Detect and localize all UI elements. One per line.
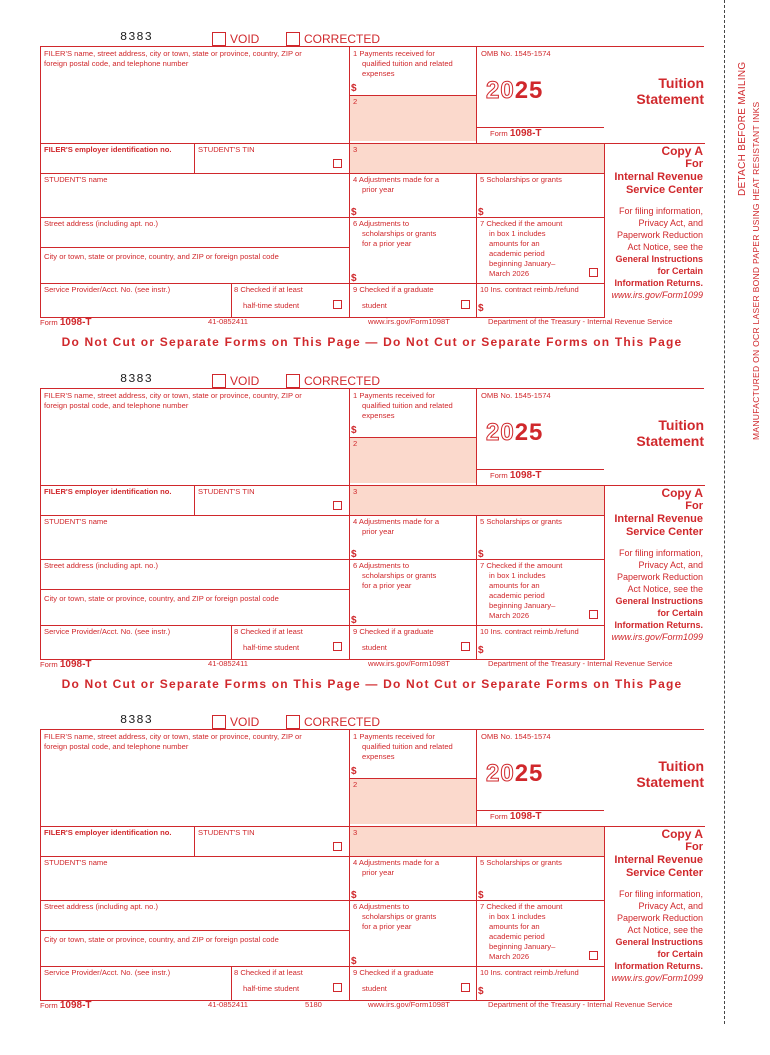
copy-a-heading: Copy A For Internal Revenue Service Center xyxy=(614,144,703,196)
box2-label: 2 xyxy=(353,439,358,448)
footer-url: www.irs.gov/Form1098T xyxy=(368,659,450,668)
form-grid xyxy=(40,46,704,317)
box3-tint xyxy=(349,826,604,856)
void-label: VOID xyxy=(230,374,260,388)
box8-checkbox[interactable] xyxy=(333,983,342,992)
box1-label: 1 Payments received for xyxy=(353,732,435,741)
box7-label-2: in box 1 includes xyxy=(489,229,546,238)
box3-label: 3 xyxy=(353,828,358,837)
copy-a-heading: Copy A For Internal Revenue Service Center xyxy=(614,827,703,879)
box7-checkbox[interactable] xyxy=(589,268,598,277)
box1-label: 1 Payments received for xyxy=(353,49,435,58)
box10-dollar: $ xyxy=(478,303,484,314)
box8-label-2: half-time student xyxy=(243,984,300,993)
box4-dollar: $ xyxy=(351,207,357,218)
box7-label: 7 Checked if the amount xyxy=(480,219,563,228)
form-grid xyxy=(40,729,704,1000)
year-suffix: 25 xyxy=(514,77,544,104)
form-label: Form 1098-T xyxy=(490,470,542,481)
box1-dollar: $ xyxy=(351,766,357,777)
box8-checkbox[interactable] xyxy=(333,642,342,651)
form-1098t-copy-1 xyxy=(0,30,770,372)
footer-extra-code: 5180 xyxy=(305,1000,322,1009)
omb-number: OMB No. 1545-1574 xyxy=(481,391,551,400)
box6-dollar: $ xyxy=(351,615,357,626)
footer-code: 41-0852411 xyxy=(208,317,248,326)
void-checkbox[interactable] xyxy=(212,715,226,729)
form-code: 8383 xyxy=(120,30,153,44)
form-title: Tuition Statement xyxy=(636,758,704,790)
box7-checkbox[interactable] xyxy=(589,951,598,960)
box7-label-5: beginning January– xyxy=(489,601,556,610)
box2-tint xyxy=(349,95,476,141)
student-name-label: STUDENT'S name xyxy=(44,517,108,526)
box1-label-2: qualified tuition and related xyxy=(362,59,453,68)
box8-label-2: half-time student xyxy=(243,643,300,652)
year-prefix: 20 xyxy=(486,77,515,104)
filer-ein-label: FILER'S employer identification no. xyxy=(44,828,172,837)
box6-label-2: scholarships or grants xyxy=(362,912,437,921)
box8-label: 8 Checked if at least xyxy=(234,968,303,977)
box-checkbox-tin[interactable] xyxy=(333,501,342,510)
box6-label-3: for a prior year xyxy=(362,922,412,931)
footer-form-label: Form 1098-T xyxy=(40,317,92,328)
box6-label: 6 Adjustments to xyxy=(353,561,410,570)
form-code: 8383 xyxy=(120,372,153,386)
filing-information: For filing information, Privacy Act, and Paperwork Reduction Act Notice, see the General Instructions for Certain Information Returns. www.irs.gov/Form1099 xyxy=(611,889,703,983)
footer-dept: Department of the Treasury - Internal Revenue Service xyxy=(488,659,673,668)
city-label: City or town, state or province, country, and ZIP or foreign postal code xyxy=(44,594,279,603)
student-tin-label: STUDENT'S TIN xyxy=(198,145,255,154)
box1-label-3: expenses xyxy=(362,752,395,761)
filer-ein-label: FILER'S employer identification no. xyxy=(44,145,172,154)
box9-checkbox[interactable] xyxy=(461,300,470,309)
box4-dollar: $ xyxy=(351,549,357,560)
box7-label-4: academic period xyxy=(489,249,545,258)
box5-dollar: $ xyxy=(478,549,484,560)
filer-name-label-2: foreign postal code, and telephone number xyxy=(44,742,189,751)
street-label: Street address (including apt. no.) xyxy=(44,902,158,911)
tax-year xyxy=(486,760,543,788)
box-checkbox-tin[interactable] xyxy=(333,842,342,851)
detach-notice: DETACH BEFORE MAILING xyxy=(737,61,748,196)
footer-form-label: Form 1098-T xyxy=(40,1000,92,1011)
box6-label: 6 Adjustments to xyxy=(353,902,410,911)
box10-dollar: $ xyxy=(478,645,484,656)
manufactured-notice: MANUFACTURED ON OCR LASER BOND PAPER USING HEAT RESISTANT INKS xyxy=(751,101,761,440)
box4-label: 4 Adjustments made for a xyxy=(353,858,440,867)
form-1098t-copy-3 xyxy=(0,713,770,1055)
box3-label: 3 xyxy=(353,145,358,154)
do-not-cut-notice: Do Not Cut or Separate Forms on This Page — Do Not Cut or Separate Forms on This Page xyxy=(61,335,683,349)
corrected-label: CORRECTED xyxy=(304,32,381,46)
street-label: Street address (including apt. no.) xyxy=(44,561,158,570)
box9-label: 9 Checked if a graduate xyxy=(353,968,434,977)
box9-label: 9 Checked if a graduate xyxy=(353,627,434,636)
box7-label-6: March 2026 xyxy=(489,611,530,620)
box7-label-3: amounts for an xyxy=(489,581,540,590)
do-not-cut-notice: Do Not Cut or Separate Forms on This Page — Do Not Cut or Separate Forms on This Page xyxy=(61,677,683,691)
void-checkbox[interactable] xyxy=(212,374,226,388)
box3-tint xyxy=(349,143,604,173)
form-code: 8383 xyxy=(120,713,153,727)
box5-dollar: $ xyxy=(478,207,484,218)
omb-number: OMB No. 1545-1574 xyxy=(481,49,551,58)
city-label: City or town, state or province, country, and ZIP or foreign postal code xyxy=(44,252,279,261)
box8-checkbox[interactable] xyxy=(333,300,342,309)
footer-form-label: Form 1098-T xyxy=(40,659,92,670)
box6-label-3: for a prior year xyxy=(362,581,412,590)
box2-label: 2 xyxy=(353,780,358,789)
footer-url: www.irs.gov/Form1098T xyxy=(368,317,450,326)
filer-ein-label: FILER'S employer identification no. xyxy=(44,487,172,496)
student-name-label: STUDENT'S name xyxy=(44,858,108,867)
box4-label-2: prior year xyxy=(362,868,395,877)
box3-label: 3 xyxy=(353,487,358,496)
filer-name-label: FILER'S name, street address, city or town, state or province, country, ZIP or xyxy=(44,49,302,58)
corrected-checkbox[interactable] xyxy=(286,374,300,388)
box9-checkbox[interactable] xyxy=(461,642,470,651)
box7-label-6: March 2026 xyxy=(489,952,530,961)
box6-label-3: for a prior year xyxy=(362,239,412,248)
box1-label: 1 Payments received for xyxy=(353,391,435,400)
form-1098t-copy-2 xyxy=(0,372,770,714)
box1-label-2: qualified tuition and related xyxy=(362,401,453,410)
box4-label: 4 Adjustments made for a xyxy=(353,517,440,526)
service-provider-label: Service Provider/Acct. No. (see instr.) xyxy=(44,627,171,636)
box1-label-3: expenses xyxy=(362,411,395,420)
footer-url: www.irs.gov/Form1098T xyxy=(368,1000,450,1009)
student-tin-label: STUDENT'S TIN xyxy=(198,828,255,837)
box1-label-3: expenses xyxy=(362,69,395,78)
box7-label-5: beginning January– xyxy=(489,942,556,951)
footer-dept: Department of the Treasury - Internal Revenue Service xyxy=(488,1000,673,1009)
box1-dollar: $ xyxy=(351,83,357,94)
filing-information: For filing information, Privacy Act, and Paperwork Reduction Act Notice, see the General Instructions for Certain Information Returns. www.irs.gov/Form1099 xyxy=(611,206,703,300)
box9-label: 9 Checked if a graduate xyxy=(353,285,434,294)
box10-label: 10 Ins. contract reimb./refund xyxy=(480,627,579,636)
filing-information: For filing information, Privacy Act, and Paperwork Reduction Act Notice, see the General Instructions for Certain Information Returns. www.irs.gov/Form1099 xyxy=(611,548,703,642)
box2-label: 2 xyxy=(353,97,358,106)
box7-label-2: in box 1 includes xyxy=(489,912,546,921)
box5-dollar: $ xyxy=(478,890,484,901)
footer-code: 41-0852411 xyxy=(208,1000,248,1009)
void-checkbox[interactable] xyxy=(212,32,226,46)
box7-label-5: beginning January– xyxy=(489,259,556,268)
footer-dept: Department of the Treasury - Internal Revenue Service xyxy=(488,317,673,326)
box7-label-2: in box 1 includes xyxy=(489,571,546,580)
box1-dollar: $ xyxy=(351,425,357,436)
box7-label: 7 Checked if the amount xyxy=(480,902,563,911)
city-label: City or town, state or province, country, and ZIP or foreign postal code xyxy=(44,935,279,944)
filer-name-label-2: foreign postal code, and telephone number xyxy=(44,401,189,410)
box4-label-2: prior year xyxy=(362,527,395,536)
box6-label-2: scholarships or grants xyxy=(362,571,437,580)
form-grid xyxy=(40,388,704,659)
omb-number: OMB No. 1545-1574 xyxy=(481,732,551,741)
filer-name-label: FILER'S name, street address, city or town, state or province, country, ZIP or xyxy=(44,732,302,741)
box7-label-3: amounts for an xyxy=(489,922,540,931)
box3-tint xyxy=(349,485,604,515)
box8-label: 8 Checked if at least xyxy=(234,627,303,636)
box6-label-2: scholarships or grants xyxy=(362,229,437,238)
box4-label: 4 Adjustments made for a xyxy=(353,175,440,184)
tax-year xyxy=(486,77,543,105)
box9-checkbox[interactable] xyxy=(461,983,470,992)
service-provider-label: Service Provider/Acct. No. (see instr.) xyxy=(44,285,171,294)
service-provider-label: Service Provider/Acct. No. (see instr.) xyxy=(44,968,171,977)
box8-label: 8 Checked if at least xyxy=(234,285,303,294)
footer-code: 41-0852411 xyxy=(208,659,248,668)
year-prefix: 20 xyxy=(486,419,515,446)
year-prefix: 20 xyxy=(486,760,515,787)
corrected-label: CORRECTED xyxy=(304,715,381,729)
box10-label: 10 Ins. contract reimb./refund xyxy=(480,285,579,294)
box7-label-3: amounts for an xyxy=(489,239,540,248)
void-label: VOID xyxy=(230,32,260,46)
box8-label-2: half-time student xyxy=(243,301,300,310)
void-label: VOID xyxy=(230,715,260,729)
student-name-label: STUDENT'S name xyxy=(44,175,108,184)
perforation-line xyxy=(724,0,725,1024)
corrected-checkbox[interactable] xyxy=(286,32,300,46)
box5-label: 5 Scholarships or grants xyxy=(480,858,562,867)
form-title: Tuition Statement xyxy=(636,417,704,449)
form-label: Form 1098-T xyxy=(490,128,542,139)
box4-label-2: prior year xyxy=(362,185,395,194)
filer-name-label-2: foreign postal code, and telephone number xyxy=(44,59,189,68)
box4-dollar: $ xyxy=(351,890,357,901)
box6-dollar: $ xyxy=(351,273,357,284)
box6-label: 6 Adjustments to xyxy=(353,219,410,228)
box7-label-4: academic period xyxy=(489,932,545,941)
student-tin-label: STUDENT'S TIN xyxy=(198,487,255,496)
box7-checkbox[interactable] xyxy=(589,610,598,619)
box9-label-2: student xyxy=(362,301,387,310)
street-label: Street address (including apt. no.) xyxy=(44,219,158,228)
filer-name-label: FILER'S name, street address, city or town, state or province, country, ZIP or xyxy=(44,391,302,400)
box10-dollar: $ xyxy=(478,986,484,997)
box7-label-6: March 2026 xyxy=(489,269,530,278)
box7-label-4: academic period xyxy=(489,591,545,600)
box6-dollar: $ xyxy=(351,956,357,967)
tax-year xyxy=(486,419,543,447)
box2-tint xyxy=(349,778,476,824)
box-checkbox-tin[interactable] xyxy=(333,159,342,168)
box5-label: 5 Scholarships or grants xyxy=(480,517,562,526)
box10-label: 10 Ins. contract reimb./refund xyxy=(480,968,579,977)
copy-a-heading: Copy A For Internal Revenue Service Center xyxy=(614,486,703,538)
box7-label: 7 Checked if the amount xyxy=(480,561,563,570)
box9-label-2: student xyxy=(362,643,387,652)
box9-label-2: student xyxy=(362,984,387,993)
corrected-label: CORRECTED xyxy=(304,374,381,388)
form-title: Tuition Statement xyxy=(636,75,704,107)
box1-label-2: qualified tuition and related xyxy=(362,742,453,751)
box5-label: 5 Scholarships or grants xyxy=(480,175,562,184)
corrected-checkbox[interactable] xyxy=(286,715,300,729)
year-suffix: 25 xyxy=(514,760,544,787)
year-suffix: 25 xyxy=(514,419,544,446)
box2-tint xyxy=(349,437,476,483)
form-label: Form 1098-T xyxy=(490,811,542,822)
